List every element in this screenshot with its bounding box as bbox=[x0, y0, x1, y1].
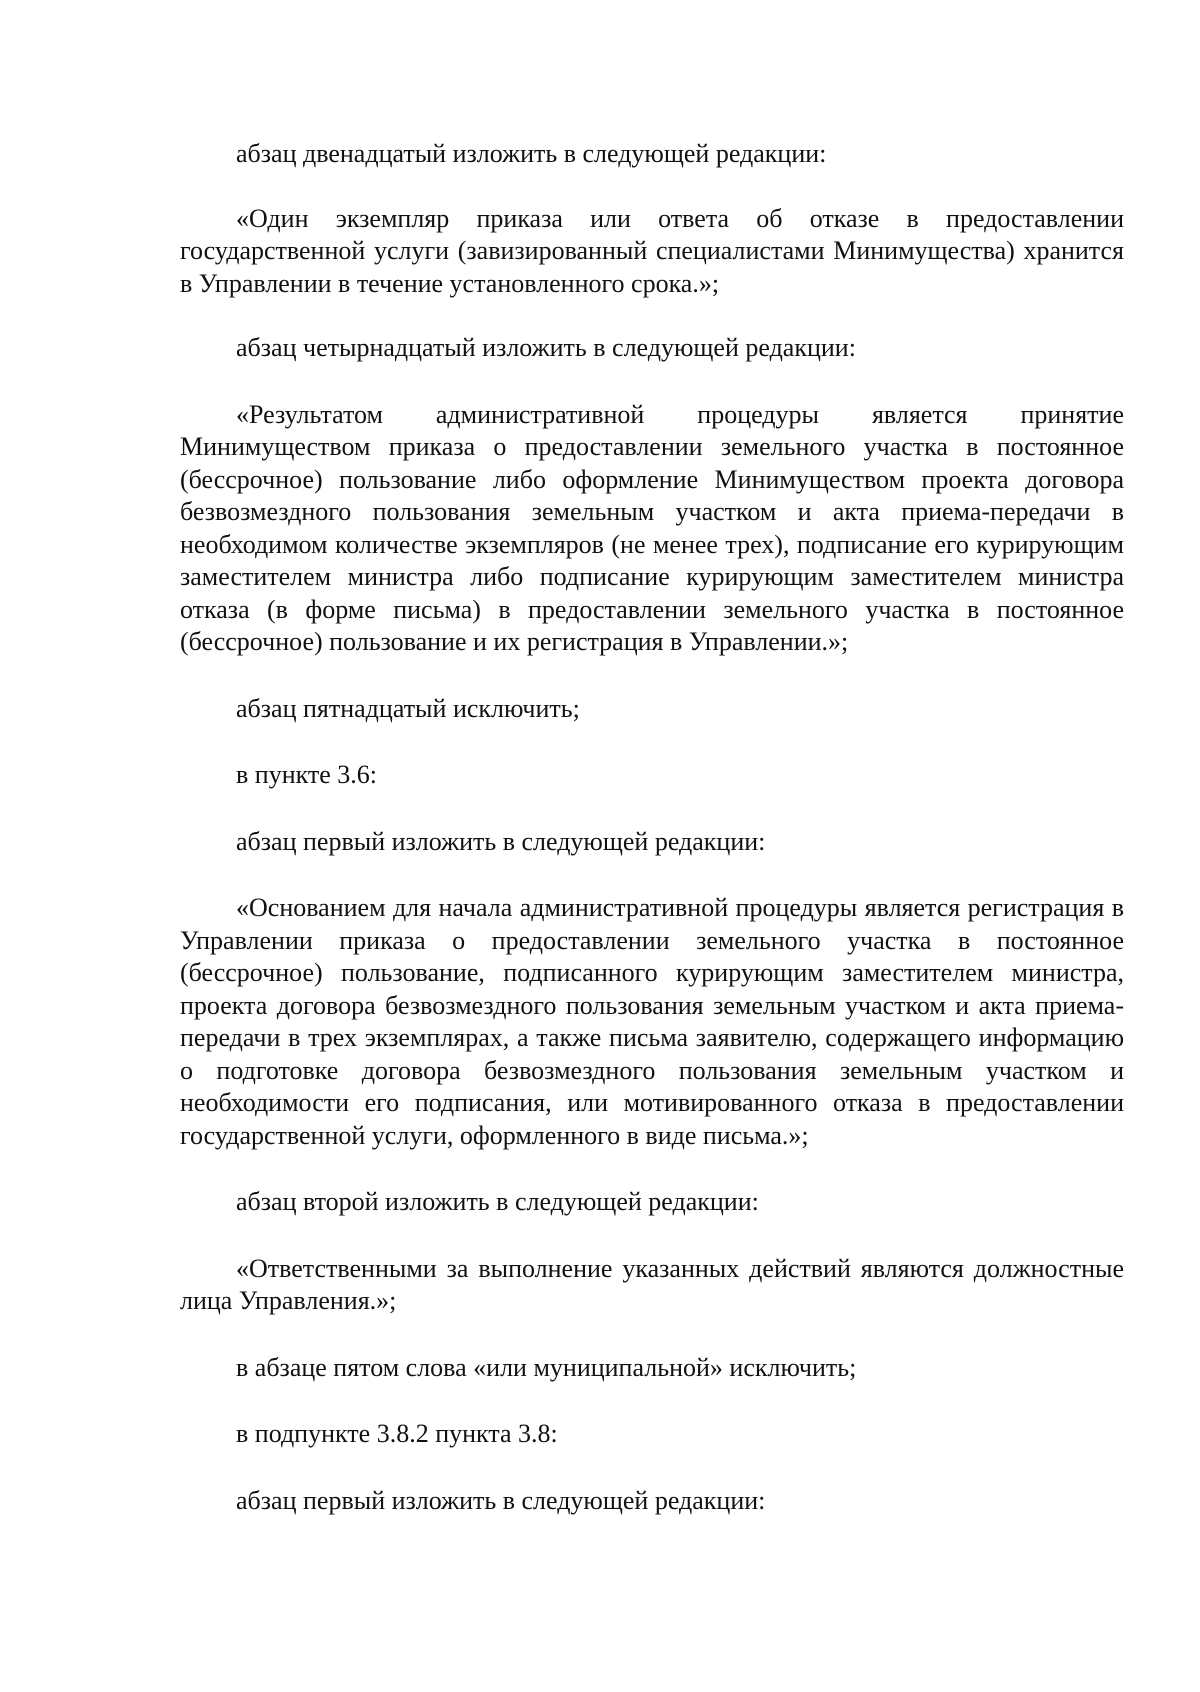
paragraph-8: «Основанием для начала административной процедуры является регистрация в Управлении приказа о предоставлении земельного участка в постоянное (бессрочное) пользование, подписанного курирующим заместителем министра, проекта договора безвозмездного пользования земельным участком и акта приема-передачи в трех экземплярах, а также письма заявителю, содержащего информацию о подготовке договора безвозмездного пользования земельным участком и необходимости его подписания, или мотивированного отказа в предоставлении государственной услуги, оформленного в виде письма.»; bbox=[180, 893, 1124, 1150]
paragraph-2: «Один экземпляр приказа или ответа об отказе в предоставлении государственной услуги (завизированный специалистами Минимущества) хранится в Управлении в течение установленного срока.»; bbox=[180, 203, 1124, 298]
paragraph-4: «Результатом административной процедуры является принятие Минимуществом приказа о предоставлении земельного участка в постоянное (бессрочное) пользование либо оформление Минимуществом проекта договора безвозмездного пользования земельным участком и акта приема-передачи в необходимом количестве экземпляров (не менее трех), подписание его курирующим заместителем министра либо подписание курирующим заместителем министра отказа (в форме письма) в предоставлении земельного участка в постоянное (бессрочное) пользование и их регистрация в Управлении.»; bbox=[180, 399, 1124, 656]
paragraph-5: абзац пятнадцатый исключить; bbox=[236, 693, 580, 723]
paragraph-1: абзац двенадцатый изложить в следующей редакции: bbox=[236, 139, 827, 168]
paragraph-9: абзац второй изложить в следующей редакции: bbox=[236, 1187, 759, 1216]
paragraph-12: в подпункте 3.8.2 пункта 3.8: bbox=[236, 1419, 558, 1448]
paragraph-6: в пункте 3.6: bbox=[236, 760, 378, 789]
document-body bbox=[180, 138, 1124, 1517]
paragraph-3: абзац четырнадцатый изложить в следующей редакции: bbox=[236, 333, 856, 362]
paragraph-10: «Ответственными за выполнение указанных действий являются должностные лица Управления.»; bbox=[180, 1253, 1124, 1315]
paragraph-11: в абзаце пятом слова «или муниципальной» исключить; bbox=[236, 1352, 857, 1382]
paragraph-7: абзац первый изложить в следующей редакции: bbox=[236, 826, 766, 856]
paragraph-13: абзац первый изложить в следующей редакции: bbox=[236, 1485, 766, 1515]
